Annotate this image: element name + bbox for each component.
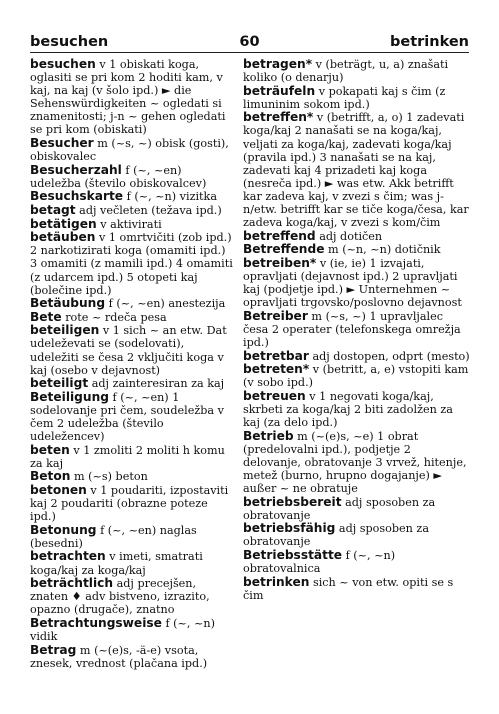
dictionary-entry (30, 218, 233, 231)
entry-definition: v (betrifft, a, o) 1 zadevati koga/kaj 2 nanašati se na koga/kaj, veljati za koga/kaj, zadevati koga/kaj (pravila ipd.) 3 nanašati se na kaj, zadevati kaj 4 prizadeti kaj koga (nesreča ipd.) ► was etw. Akk betrifft kar zadeva kaj, v zvezi s čim; was j-n/etw. betrifft kar se tiče koga/česa, kar zadeva koga/kaj, v zvezi s kom/čim (243, 111, 469, 230)
entry-headword: Besucherzahl (30, 162, 122, 177)
dictionary-entry (30, 231, 233, 296)
entry-headword: betrinken (243, 574, 310, 589)
entry-headword: betreiben* (243, 255, 317, 270)
dictionary-entry (30, 377, 233, 390)
dictionary-entry (30, 204, 233, 217)
entry-definition: adj zainteresiran za kaj (88, 377, 225, 391)
entry-headword: betriebsbereit (243, 494, 342, 509)
entry-headword: betrachten (30, 549, 106, 564)
dictionary-entry (30, 577, 233, 616)
entry-definition: rote ~ rdeča pesa (61, 310, 167, 324)
entry-definition: m (~(e)s, -ä-e) vsota, znesek, vrednost (plačana ipd.) (30, 643, 208, 670)
entry-definition: f (~, ~en) udeležba (število obiskovalcev) (30, 163, 207, 190)
page-number: 60 (239, 34, 260, 50)
entry-headword: Beton (30, 469, 71, 484)
dictionary-entry (30, 470, 233, 483)
entry-headword: betretbar (243, 348, 309, 363)
entry-headword: Betonung (30, 522, 97, 537)
entry-headword: Betreffende (243, 242, 325, 257)
dictionary-entry (243, 576, 471, 602)
entry-definition: adj dostopen, odprt (mesto) (308, 349, 470, 363)
entry-headword: Betrieb (243, 428, 294, 443)
entry-definition: f (~, ~en) naglas (besedni) (30, 523, 197, 550)
column-right (243, 58, 471, 602)
entry-definition: v 1 sich ~ an etw. Dat udeleževati se (sodelovati), udeležiti se česa 2 vključiti koga v kaj (osebo v dejavnost) (30, 324, 227, 377)
dictionary-entry (243, 257, 471, 309)
entry-headword: betreten* (243, 362, 310, 377)
entry-definition: f (~, ~n) vidik (30, 616, 215, 644)
dictionary-entry (30, 391, 233, 443)
entry-headword: betäuben (30, 230, 96, 245)
entry-definition: adj večleten (težava ipd.) (75, 204, 222, 218)
dictionary-entry (30, 297, 233, 310)
dictionary-entry (243, 85, 471, 111)
entry-definition: v 1 poudariti, izpostaviti kaj 2 poudariti (obrazne poteze ipd.) (30, 484, 229, 524)
entry-definition: v (betritt, a, e) vstopiti kam (v sobo ipd.) (243, 363, 469, 390)
entry-headword: beteiligt (30, 376, 89, 391)
entry-headword: Beteiligung (30, 389, 109, 404)
entry-headword: besuchen (30, 57, 96, 71)
dictionary-entry (243, 350, 471, 363)
entry-headword: Besuchskarte (30, 189, 124, 204)
entry-definition: m (~s, ~) 1 upravljalec česa 2 operater (telefonskega omrežja ipd.) (243, 309, 461, 349)
entry-definition: f (~, ~n) obratovalnica (243, 548, 396, 576)
dictionary-entry (243, 390, 471, 429)
page-header (30, 30, 469, 53)
dictionary-entry (30, 617, 233, 643)
dictionary-entry (243, 243, 471, 256)
dictionary-entry (30, 550, 233, 576)
entry-definition: v 1 zmoliti 2 moliti h komu za kaj (30, 443, 225, 470)
dictionary-entry (243, 496, 471, 522)
entry-definition: v 1 negovati koga/kaj, skrbeti za koga/kaj 2 biti zadolžen za kaj (za delo ipd.) (243, 389, 453, 430)
dictionary-entry (243, 430, 471, 495)
entry-definition: m (~s) beton (70, 470, 148, 484)
entry-definition: v (beträgt, u, a) znašati koliko (o denarju) (243, 58, 449, 85)
entry-definition: f (~, ~en) anestezija (105, 297, 226, 311)
entry-definition: sich ~ von etw. opiti se s čim (243, 575, 454, 602)
entry-headword: betagt (30, 203, 76, 218)
entry-definition: v 1 obiskati koga, oglasiti se pri kom 2 hoditi kam, v kaj, na kaj (v šolo ipd.) ► die Sehenswürdigkeiten ~ ogledati si znamenitosti; j-n ~ gehen ogledati se pri kom (obiskati) (30, 58, 226, 137)
guide-word-right: betrinken (390, 34, 469, 50)
dictionary-entry (243, 111, 471, 229)
entry-definition: v 1 omrtvičiti (zob ipd.) 2 narkotizirati koga (omamiti ipd.) 3 omamiti (z mamili ipd.) 4 omamiti (z udarcem ipd.) 5 otopeti kaj (bolečine ipd.) (30, 231, 233, 297)
dictionary-entry (30, 644, 233, 670)
entry-headword: betragen* (243, 57, 313, 71)
entry-definition: f (~, ~en) 1 sodelovanje pri čem, soudeležba v čem 2 udeležba (število udeležencev) (30, 390, 224, 444)
entry-definition: adj sposoben za obratovanje (243, 522, 429, 549)
entry-headword: betriebsfähig (243, 521, 336, 536)
entry-definition: m (~(e)s, ~e) 1 obrat (predelovalni ipd.), podjetje 2 delovanje, obratovanje 3 vrvež, hitenje, metež (burno, hrupno dogajanje) ► außer ~ ne obratuje (243, 429, 467, 495)
dictionary-entry (30, 164, 233, 190)
dictionary-entry (30, 190, 233, 203)
dictionary-entry (30, 58, 233, 137)
dictionary-entry (30, 311, 233, 324)
entry-definition: adj dotičen (315, 229, 383, 243)
dictionary-entry (30, 137, 233, 163)
entry-headword: beträufeln (243, 83, 316, 98)
dictionary-entry (30, 524, 233, 550)
dictionary-entry (243, 549, 471, 575)
entry-headword: betreffend (243, 228, 316, 243)
entry-headword: Betriebsstätte (243, 547, 343, 562)
entry-headword: Betrachtungsweise (30, 615, 162, 630)
column-left (30, 58, 233, 670)
entry-headword: beten (30, 442, 70, 457)
entry-definition: m (~n, ~n) dotičnik (324, 243, 441, 257)
entry-headword: beteiligen (30, 323, 100, 338)
entry-definition: m (~s, ~) obisk (gosti), obiskovalec (30, 137, 229, 164)
entry-headword: Betreiber (243, 308, 308, 323)
entry-headword: betreuen (243, 388, 306, 403)
dictionary-entry (30, 324, 233, 376)
dictionary-entry (30, 444, 233, 470)
dictionary-entry (243, 230, 471, 243)
dictionary-entry (243, 522, 471, 548)
entry-definition: adj sposoben za obratovanje (243, 495, 436, 522)
dictionary-entry (243, 310, 471, 349)
entry-headword: Besucher (30, 136, 94, 151)
dictionary-entry (243, 58, 471, 84)
entry-headword: betonen (30, 483, 87, 497)
entry-definition: v pokapati kaj s čim (z limuninim sokom ipd.) (243, 84, 446, 111)
entry-headword: Bete (30, 309, 62, 324)
entry-definition: f (~, ~n) vizitka (123, 190, 217, 204)
entry-headword: Betäubung (30, 296, 106, 311)
entry-definition: adj precejšen, znaten ♦ adv bistveno, izrazito, opazno (drugače), znatno (30, 577, 210, 617)
dictionary-entry (30, 484, 233, 523)
guide-word-left: besuchen (30, 34, 109, 50)
entry-definition: v (ie, ie) 1 izvajati, opravljati (dejavnost ipd.) 2 upravljati kaj (podjetje ipd.) ► Unternehmen ~ opravljati trgovsko/poslovno dejavnost (243, 256, 462, 310)
entry-definition: v aktivirati (96, 217, 162, 231)
entry-headword: betätigen (30, 216, 97, 231)
entry-definition: v imeti, smatrati koga/kaj za koga/kaj (30, 550, 203, 577)
entry-headword: betreffen* (243, 110, 314, 125)
entry-headword: beträchtlich (30, 576, 114, 591)
dictionary-entry (243, 363, 471, 389)
entry-headword: Betrag (30, 642, 77, 657)
